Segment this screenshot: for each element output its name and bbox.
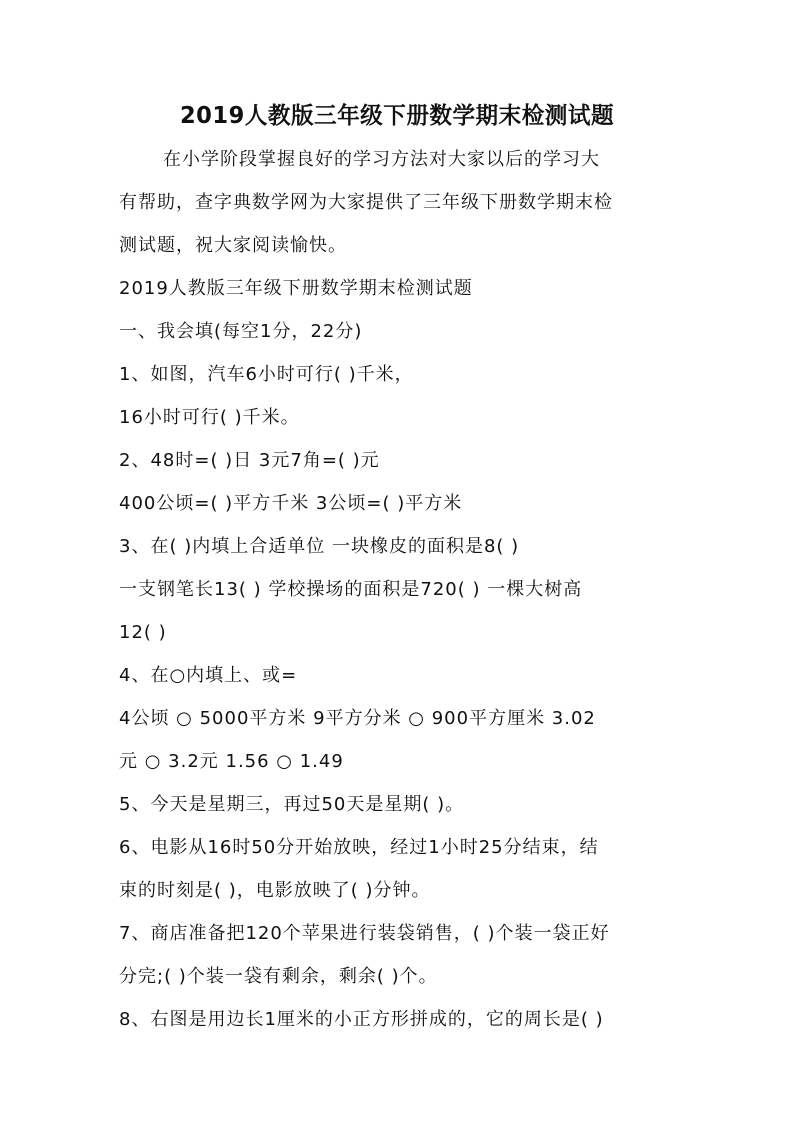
section-heading: 一、我会填(每空1分，22分) xyxy=(119,321,363,342)
intro-line-1: 在小学阶段掌握良好的学习方法对大家以后的学习大 xyxy=(163,149,600,170)
question-line: 一支钢笔长13( ) 学校操场的面积是720( ) 一棵大树高 xyxy=(119,579,583,600)
question-line: 分完;( )个装一袋有剩余，剩余( )个。 xyxy=(119,966,438,987)
question-line: 束的时刻是( )，电影放映了( )分钟。 xyxy=(119,880,431,901)
question-line: 7、商店准备把120个苹果进行装袋销售，( )个装一袋正好 xyxy=(119,923,610,944)
question-line: 16小时可行( )千米。 xyxy=(119,407,300,428)
question-line: 4、在○内填上、或= xyxy=(119,665,298,686)
question-line: 元 ○ 3.2元 1.56 ○ 1.49 xyxy=(119,751,344,772)
subtitle-line: 2019人教版三年级下册数学期末检测试题 xyxy=(119,278,473,299)
question-line: 12( ) xyxy=(119,622,167,643)
question-line: 400公顷=( )平方千米 3公顷=( )平方米 xyxy=(119,493,463,514)
question-line: 3、在( )内填上合适单位 一块橡皮的面积是8( ) xyxy=(119,536,520,557)
intro-line-2: 有帮助，查字典数学网为大家提供了三年级下册数学期末检 xyxy=(119,192,613,213)
question-line: 6、电影从16时50分开始放映，经过1小时25分结束，结 xyxy=(119,837,599,858)
question-line: 8、右图是用边长1厘米的小正方形拼成的，它的周长是( ) xyxy=(119,1009,604,1030)
question-line: 5、今天是星期三，再过50天是星期( )。 xyxy=(119,794,465,815)
question-line: 4公顷 ○ 5000平方米 9平方分米 ○ 900平方厘米 3.02 xyxy=(119,708,596,729)
question-line: 1、如图，汽车6小时可行( )千米， xyxy=(119,364,414,385)
document-title: 2019人教版三年级下册数学期末检测试题 xyxy=(179,103,615,129)
question-line: 2、48时=( )日 3元7角=( )元 xyxy=(119,450,380,471)
intro-line-3: 测试题，祝大家阅读愉快。 xyxy=(119,235,347,256)
